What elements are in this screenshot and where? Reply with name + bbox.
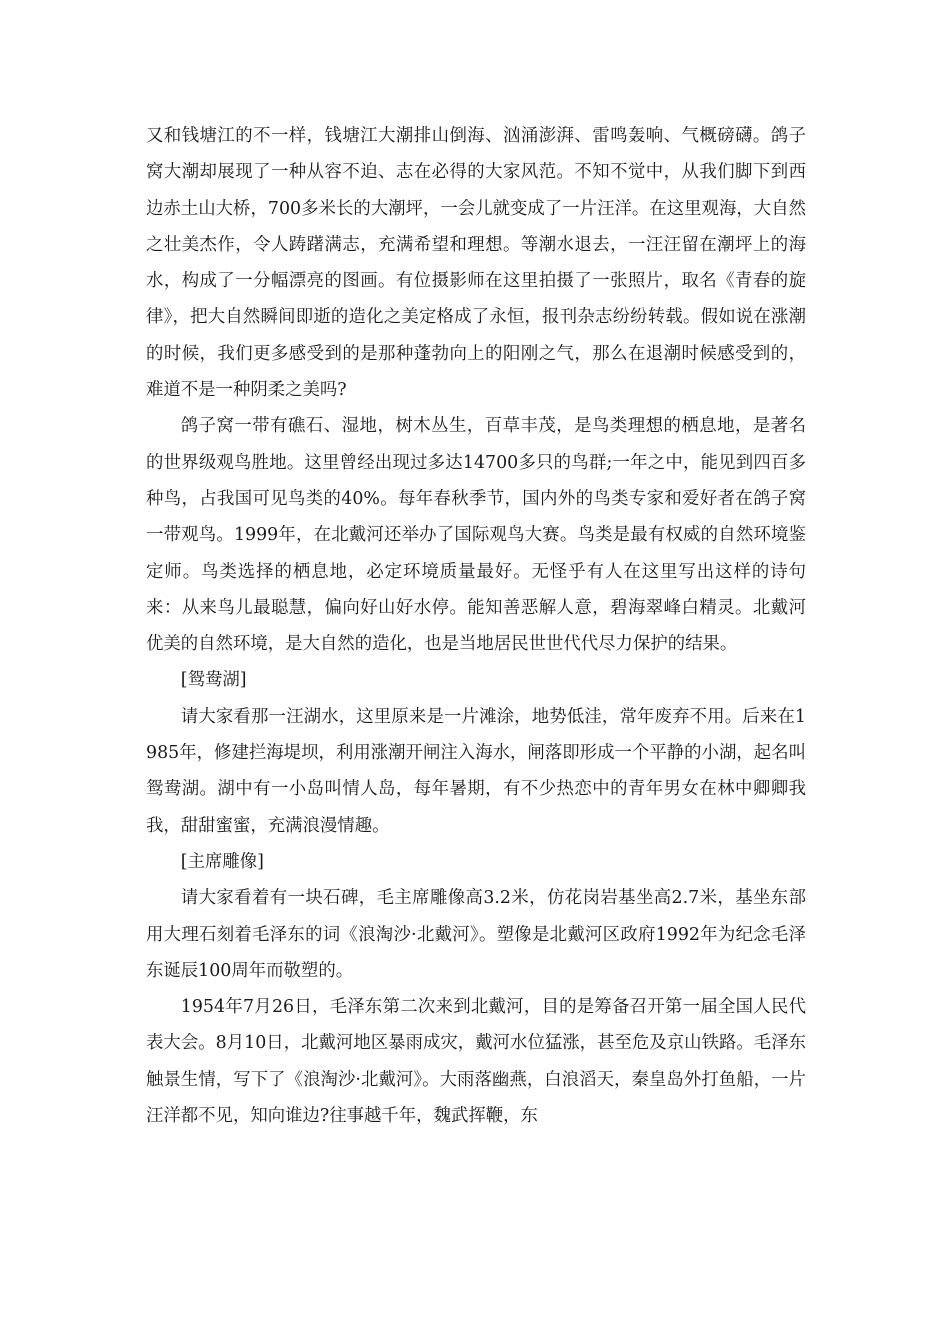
document-body — [146, 118, 806, 1134]
body-paragraph: 鸽子窝一带有礁石、湿地，树木丛生，百草丰茂，是鸟类理想的栖息地，是著名的世界级观鸟胜地。这里曾经出现过多达14700多只的鸟群;一年之中，能见到四百多种鸟，占我国可见鸟类的40%。每年春秋季节，国内外的鸟类专家和爱好者在鸽子窝一带观鸟。1999年，在北戴河还举办了国际观鸟大赛。鸟类是最有权威的自然环境鉴定师。鸟类选择的栖息地，必定环境质量最好。无怪乎有人在这里写出这样的诗句来：从来鸟儿最聪慧，偏向好山好水停。能知善恶解人意，碧海翠峰白精灵。北戴河优美的自然环境，是大自然的造化，也是当地居民世世代代尽力保护的结果。 — [146, 416, 806, 655]
body-paragraph: 又和钱塘江的不一样，钱塘江大潮排山倒海、汹涌澎湃、雷鸣轰响、气概磅礴。鸽子窝大潮却展现了一种从容不迫、志在必得的大家风范。不知不觉中，从我们脚下到西边赤土山大桥，700多米长的大潮坪，一会儿就变成了一片汪洋。在这里观海，大自然之壮美杰作，令人踌躇满志，充满希望和理想。等潮水退去，一汪汪留在潮坪上的海水，构成了一分幅漂亮的图画。有位摄影师在这里拍摄了一张照片，取名《青春的旋律》，把大自然瞬间即逝的造化之美定格成了永恒，报刊杂志纷纷转载。假如说在涨潮的时候，我们更多感受到的是那种蓬勃向上的阳刚之气，那么在退潮时候感受到的，难道不是一种阴柔之美吗? — [146, 126, 806, 401]
body-paragraph: 请大家看着有一块石碑，毛主席雕像高3.2米，仿花岗岩基坐高2.7米，基坐东部用大理石刻着毛泽东的词《浪淘沙·北戴河》。塑像是北戴河区政府1992年为纪念毛泽东诞辰100周年而敬塑的。 — [146, 888, 806, 981]
section-heading: [主席雕像] — [180, 851, 264, 872]
body-paragraph: 请大家看那一汪湖水，这里原来是一片滩涂，地势低洼，常年废弃不用。后来在1985年，修建拦海堤坝，利用涨潮开闸注入海水，闸落即形成一个平静的小湖，起名叫鸳鸯湖。湖中有一小岛叫情人岛，每年暑期，有不少热恋中的青年男女在林中卿卿我我，甜甜蜜蜜，充满浪漫情趣。 — [146, 706, 806, 836]
section-heading: [鸳鸯湖] — [180, 670, 247, 691]
body-paragraph: 1954年7月26日，毛泽东第二次来到北戴河，目的是筹备召开第一届全国人民代表大会。8月10日，北戴河地区暴雨成灾，戴河水位猛涨，甚至危及京山铁路。毛泽东触景生情，写下了《浪淘沙·北戴河》。大雨落幽燕，白浪滔天，秦皇岛外打鱼船，一片汪洋都不见，知向谁边?往事越千年，魏武挥鞭，东 — [146, 997, 806, 1127]
